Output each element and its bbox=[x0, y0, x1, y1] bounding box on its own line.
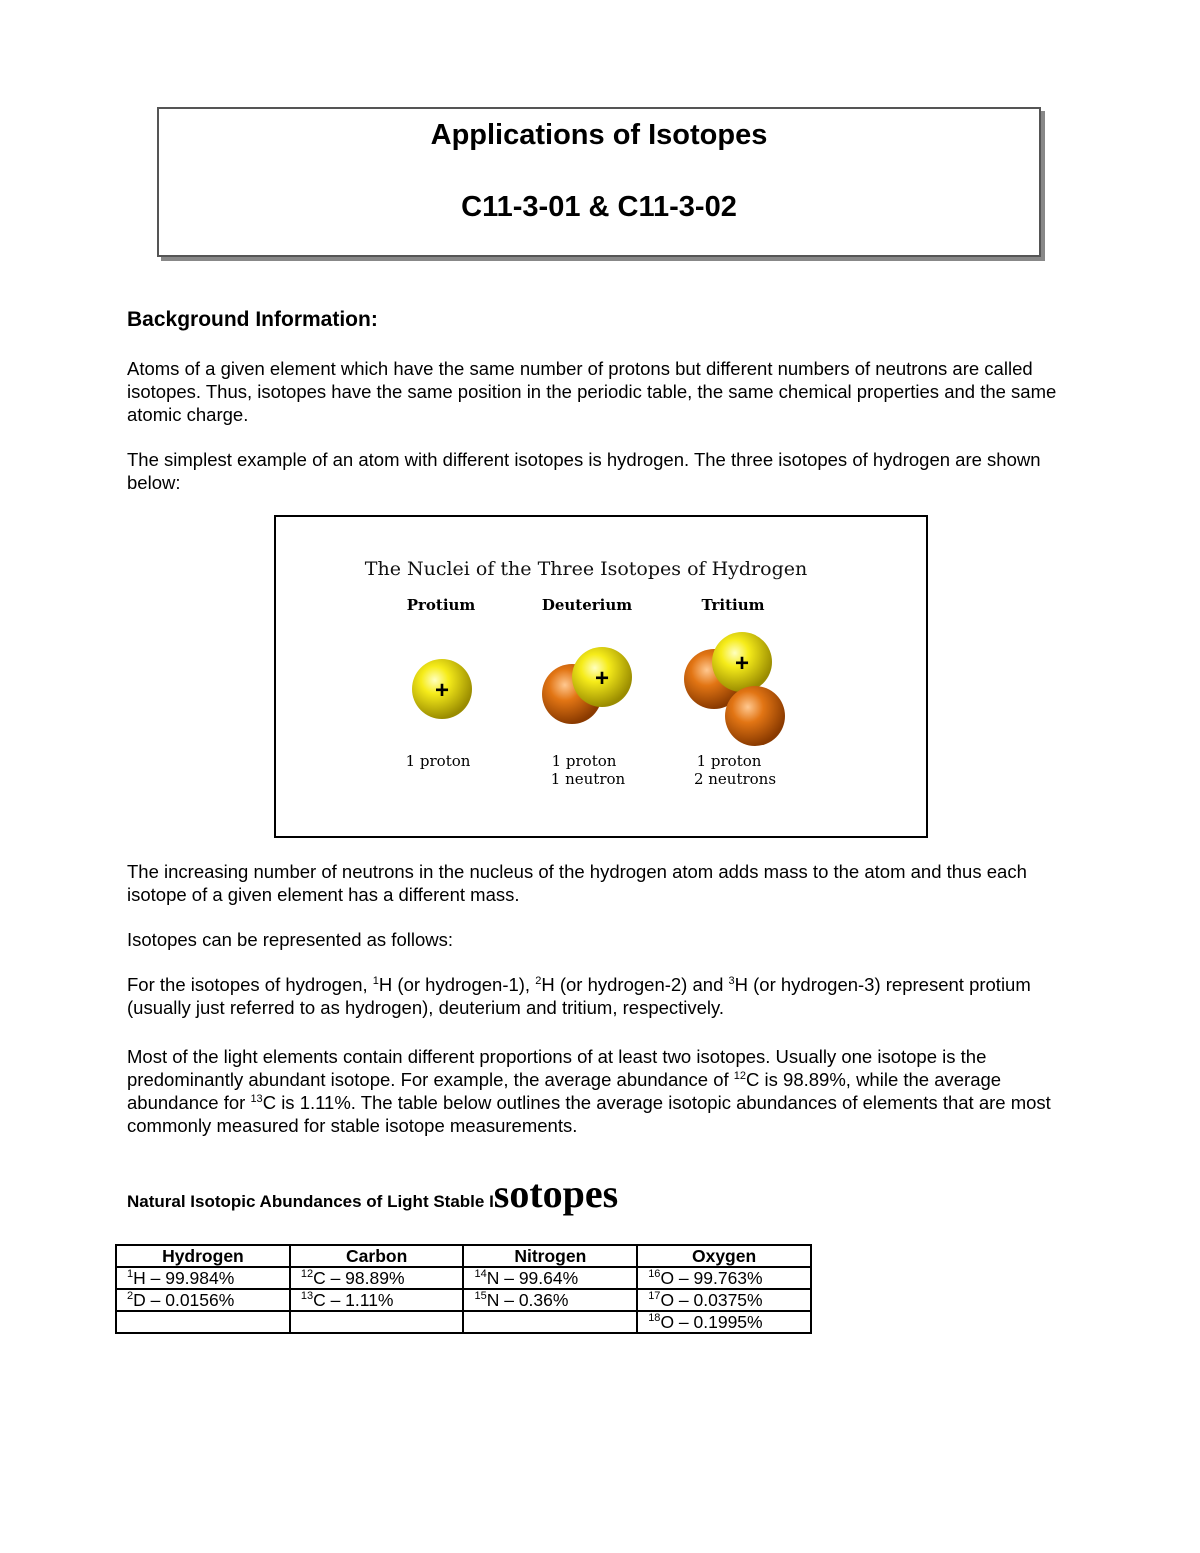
column-header-nitrogen: Nitrogen bbox=[463, 1245, 637, 1267]
neutron-sphere bbox=[725, 686, 785, 746]
page-subtitle: C11-3-01 & C11-3-02 bbox=[461, 191, 737, 223]
plus-icon: + bbox=[734, 650, 750, 677]
table-row bbox=[116, 1289, 811, 1311]
table-cell: $^{12}$C – 98.89% bbox=[290, 1267, 464, 1289]
isotopic-abundance-table bbox=[115, 1244, 812, 1334]
table-cell: $^1$H – 99.984% bbox=[116, 1267, 290, 1289]
table-cell: $^{13}$C – 1.11% bbox=[290, 1289, 464, 1311]
isotope-label-tritium: Tritium bbox=[701, 596, 765, 614]
column-header-hydrogen: Hydrogen bbox=[116, 1245, 290, 1267]
deuterium-composition-line2: 1 neutron bbox=[550, 770, 626, 788]
paragraph-hydrogen-notation: For the isotopes of hydrogen, $^1$H (or hydrogen-1), $^2$H (or hydrogen-2) and $^3$H (or hydrogen-3) represent protium (usually just referred to as hydrogen), deuterium and tritium, respectively. bbox=[127, 974, 1031, 1018]
table-cell: $^{14}$N – 99.64% bbox=[463, 1267, 637, 1289]
table-header-row bbox=[116, 1245, 811, 1267]
table-cell bbox=[116, 1311, 290, 1333]
title-box bbox=[157, 107, 1041, 257]
page-title: Applications of Isotopes bbox=[430, 119, 768, 151]
isotope-label-protium: Protium bbox=[406, 596, 476, 614]
table-row bbox=[116, 1267, 811, 1289]
table-title: Natural Isotopic Abundances of Light Stable Isotopes bbox=[127, 1171, 619, 1216]
table-row bbox=[116, 1311, 811, 1333]
protium-composition-line1: 1 proton bbox=[405, 752, 471, 770]
plus-icon: + bbox=[594, 665, 610, 692]
paragraph-representation: Isotopes can be represented as follows: bbox=[127, 929, 453, 950]
hydrogen-isotopes-diagram bbox=[276, 517, 926, 836]
paragraph-light-elements: Most of the light elements contain different proportions of at least two isotopes. Usually one isotope is the predominantly abundant isotope. For example, the average abundance of $^{12}$C is 98.89%, while the average abundance for $^{13}$C is 1.11%. The table below outlines the average isotopic abundances of elements that are most commonly measured for stable isotope measurements. bbox=[127, 1046, 1051, 1136]
column-header-oxygen: Oxygen bbox=[637, 1245, 811, 1267]
tritium-composition-line2: 2 neutrons bbox=[693, 770, 777, 788]
paragraph-neutron-mass: The increasing number of neutrons in the nucleus of the hydrogen atom adds mass to the atom and thus each isotope of a given element has a different mass. bbox=[127, 861, 1027, 905]
plus-icon: + bbox=[434, 677, 450, 704]
isotope-label-deuterium: Deuterium bbox=[541, 596, 633, 614]
paragraph-isotopes-definition: Atoms of a given element which have the same number of protons but different numbers of neutrons are called isotopes. Thus, isotopes have the same position in the periodic table, the same chemical properties and the same atomic charge. bbox=[127, 358, 1057, 425]
table-cell: $^{17}$O – 0.0375% bbox=[637, 1289, 811, 1311]
deuterium-composition-line1: 1 proton bbox=[551, 752, 617, 770]
tritium-composition-line1: 1 proton bbox=[696, 752, 762, 770]
column-header-carbon: Carbon bbox=[290, 1245, 464, 1267]
table-cell: $^{15}$N – 0.36% bbox=[463, 1289, 637, 1311]
table-cell: $^{16}$O – 99.763% bbox=[637, 1267, 811, 1289]
background-heading: Background Information: bbox=[127, 308, 378, 331]
hydrogen-isotopes-figure bbox=[274, 515, 928, 838]
table-cell: $^2$D – 0.0156% bbox=[116, 1289, 290, 1311]
table-cell bbox=[290, 1311, 464, 1333]
figure-title: The Nuclei of the Three Isotopes of Hydrogen bbox=[364, 558, 808, 580]
table-cell bbox=[463, 1311, 637, 1333]
paragraph-hydrogen-example: The simplest example of an atom with different isotopes is hydrogen. The three isotopes of hydrogen are shown below: bbox=[127, 449, 1041, 493]
table-cell: $^{18}$O – 0.1995% bbox=[637, 1311, 811, 1333]
